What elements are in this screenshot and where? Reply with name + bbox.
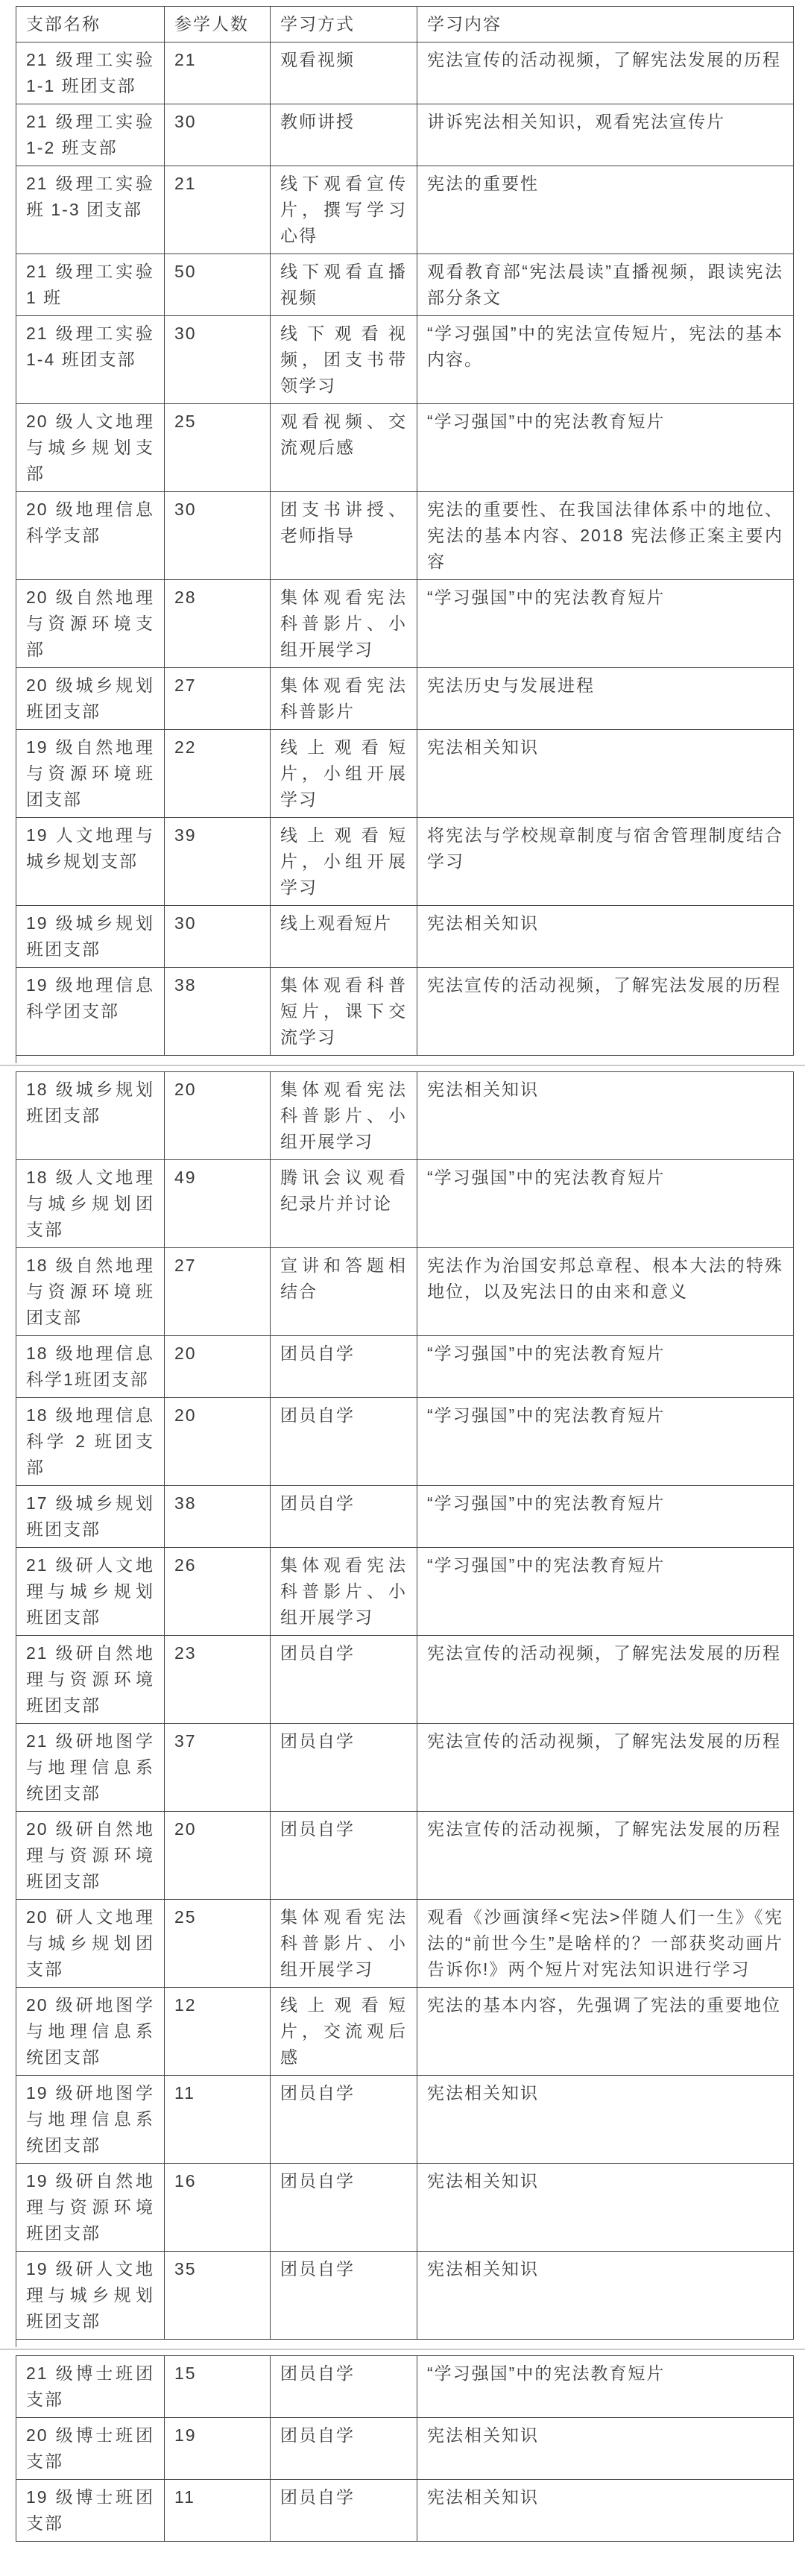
page-break-line bbox=[0, 1065, 805, 1066]
table-row bbox=[16, 668, 794, 730]
cell-study-method: 教师讲授 bbox=[271, 104, 417, 166]
table-row bbox=[16, 404, 794, 492]
table-body-page-2 bbox=[16, 1072, 794, 2340]
table-row bbox=[16, 1160, 794, 1248]
cell-study-method: 线上观看短片，小组开展学习 bbox=[271, 730, 417, 818]
cell-branch-name: 20 级研自然地理与资源环境班团支部 bbox=[16, 1812, 165, 1900]
cell-study-content: 宪法宣传的活动视频，了解宪法发展的历程 bbox=[417, 1636, 794, 1724]
table-row bbox=[16, 1636, 794, 1724]
table-row bbox=[16, 104, 794, 166]
cell-branch-name: 19 人文地理与城乡规划支部 bbox=[16, 818, 165, 906]
cell-branch-name: 20 级地理信息科学支部 bbox=[16, 492, 165, 580]
cell-branch-name: 19 级自然地理与资源环境班团支部 bbox=[16, 730, 165, 818]
cell-study-content: 宪法宣传的活动视频，了解宪法发展的历程 bbox=[417, 42, 794, 104]
cell-study-content: 宪法相关知识 bbox=[417, 2164, 794, 2252]
cell-branch-name: 18 级城乡规划班团支部 bbox=[16, 1072, 165, 1160]
cell-participant-count: 27 bbox=[165, 1248, 271, 1336]
cell-study-content: 宪法相关知识 bbox=[417, 2480, 794, 2542]
cell-study-content: “学习强国”中的宪法教育短片 bbox=[417, 1398, 794, 1486]
cell-study-method: 观看视频、交流观后感 bbox=[271, 404, 417, 492]
table-row bbox=[16, 316, 794, 404]
table-row bbox=[16, 1248, 794, 1336]
cell-study-content: “学习强国”中的宪法教育短片 bbox=[417, 1548, 794, 1636]
cell-branch-name: 21 级理工实验 1 班 bbox=[16, 254, 165, 316]
cell-study-method: 团员自学 bbox=[271, 2480, 417, 2542]
study-table-page-1 bbox=[16, 6, 794, 1056]
cell-study-content: 将宪法与学校规章制度与宿舍管理制度结合学习 bbox=[417, 818, 794, 906]
cell-participant-count: 50 bbox=[165, 254, 271, 316]
cell-participant-count: 11 bbox=[165, 2076, 271, 2164]
cell-participant-count: 21 bbox=[165, 166, 271, 254]
cell-study-method: 团员自学 bbox=[271, 1812, 417, 1900]
cell-participant-count: 16 bbox=[165, 2164, 271, 2252]
table-row bbox=[16, 1486, 794, 1548]
table-row bbox=[16, 2252, 794, 2340]
page-break-line bbox=[0, 2349, 805, 2350]
cell-study-method: 团员自学 bbox=[271, 2418, 417, 2480]
cell-study-method: 团员自学 bbox=[271, 1486, 417, 1548]
column-header-study-content: 学习内容 bbox=[417, 7, 794, 42]
study-table-page-2 bbox=[16, 1071, 794, 2340]
cell-study-content: “学习强国”中的宪法宣传短片，宪法的基本内容。 bbox=[417, 316, 794, 404]
cell-study-method: 团员自学 bbox=[271, 1336, 417, 1398]
cell-study-method: 集体观看宪法科普影片、小组开展学习 bbox=[271, 1900, 417, 1988]
cell-study-content: 宪法宣传的活动视频，了解宪法发展的历程 bbox=[417, 1724, 794, 1812]
table-row bbox=[16, 1336, 794, 1398]
table-body-page-1 bbox=[16, 42, 794, 1056]
cell-participant-count: 25 bbox=[165, 1900, 271, 1988]
cell-study-method: 团支书讲授、老师指导 bbox=[271, 492, 417, 580]
cell-branch-name: 18 级地理信息科学 2 班团支部 bbox=[16, 1398, 165, 1486]
cell-participant-count: 37 bbox=[165, 1724, 271, 1812]
cell-participant-count: 49 bbox=[165, 1160, 271, 1248]
cell-study-content: 宪法相关知识 bbox=[417, 730, 794, 818]
cell-participant-count: 15 bbox=[165, 2356, 271, 2418]
table-row bbox=[16, 1548, 794, 1636]
cell-study-content: 宪法作为治国安邦总章程、根本大法的特殊地位，以及宪法日的由来和意义 bbox=[417, 1248, 794, 1336]
table-row bbox=[16, 1900, 794, 1988]
cell-branch-name: 21 级研人文地理与城乡规划班团支部 bbox=[16, 1548, 165, 1636]
header-row bbox=[16, 7, 794, 42]
cell-branch-name: 19 级研地图学与地理信息系统团支部 bbox=[16, 2076, 165, 2164]
cell-branch-name: 18 级地理信息科学1班团支部 bbox=[16, 1336, 165, 1398]
cell-branch-name: 21 级理工实验 1-1 班团支部 bbox=[16, 42, 165, 104]
cell-study-method: 线上观看短片 bbox=[271, 906, 417, 968]
cell-study-method: 集体观看宪法科普影片、小组开展学习 bbox=[271, 580, 417, 668]
cell-branch-name: 21 级理工实验 1-2 班支部 bbox=[16, 104, 165, 166]
table-row bbox=[16, 1724, 794, 1812]
cell-study-content: 讲诉宪法相关知识，观看宪法宣传片 bbox=[417, 104, 794, 166]
cell-participant-count: 19 bbox=[165, 2418, 271, 2480]
cell-branch-name: 20 级研地图学与地理信息系统团支部 bbox=[16, 1988, 165, 2076]
cell-study-method: 线下观看直播视频 bbox=[271, 254, 417, 316]
study-table-page-3 bbox=[16, 2355, 794, 2542]
table-row bbox=[16, 1812, 794, 1900]
table-row bbox=[16, 492, 794, 580]
cell-branch-name: 18 级自然地理与资源环境班团支部 bbox=[16, 1248, 165, 1336]
cell-study-method: 团员自学 bbox=[271, 2076, 417, 2164]
cell-study-method: 腾讯会议观看纪录片并讨论 bbox=[271, 1160, 417, 1248]
table-row bbox=[16, 2418, 794, 2480]
cell-study-method: 观看视频 bbox=[271, 42, 417, 104]
cell-participant-count: 26 bbox=[165, 1548, 271, 1636]
cell-study-content: 宪法相关知识 bbox=[417, 2418, 794, 2480]
page-break-2 bbox=[16, 2340, 793, 2355]
table-row bbox=[16, 42, 794, 104]
cell-branch-name: 19 级博士班团支部 bbox=[16, 2480, 165, 2542]
table-row bbox=[16, 1398, 794, 1486]
cell-participant-count: 30 bbox=[165, 104, 271, 166]
table-row bbox=[16, 1072, 794, 1160]
cell-participant-count: 12 bbox=[165, 1988, 271, 2076]
cell-participant-count: 20 bbox=[165, 1812, 271, 1900]
cell-branch-name: 21 级博士班团支部 bbox=[16, 2356, 165, 2418]
cell-branch-name: 19 级研人文地理与城乡规划班团支部 bbox=[16, 2252, 165, 2340]
cell-branch-name: 20 级城乡规划班团支部 bbox=[16, 668, 165, 730]
cell-study-content: 观看教育部“宪法晨读”直播视频，跟读宪法部分条文 bbox=[417, 254, 794, 316]
cell-study-method: 线上观看短片，小组开展学习 bbox=[271, 818, 417, 906]
table-row bbox=[16, 1988, 794, 2076]
column-header-branch-name: 支部名称 bbox=[16, 7, 165, 42]
cell-branch-name: 20 级人文地理与城乡规划支部 bbox=[16, 404, 165, 492]
cell-participant-count: 20 bbox=[165, 1336, 271, 1398]
cell-participant-count: 28 bbox=[165, 580, 271, 668]
cell-branch-name: 20 级自然地理与资源环境支部 bbox=[16, 580, 165, 668]
table-row bbox=[16, 2480, 794, 2542]
cell-branch-name: 20 级博士班团支部 bbox=[16, 2418, 165, 2480]
cell-participant-count: 23 bbox=[165, 1636, 271, 1724]
cell-branch-name: 21 级理工实验 1-4 班团支部 bbox=[16, 316, 165, 404]
cell-participant-count: 30 bbox=[165, 906, 271, 968]
cell-study-content: “学习强国”中的宪法教育短片 bbox=[417, 1336, 794, 1398]
cell-study-method: 团员自学 bbox=[271, 1636, 417, 1724]
cell-participant-count: 27 bbox=[165, 668, 271, 730]
cell-branch-name: 21 级理工实验班 1-3 团支部 bbox=[16, 166, 165, 254]
table-row bbox=[16, 818, 794, 906]
table-row bbox=[16, 968, 794, 1056]
cell-participant-count: 21 bbox=[165, 42, 271, 104]
cell-study-content: “学习强国”中的宪法教育短片 bbox=[417, 1486, 794, 1548]
table-row bbox=[16, 730, 794, 818]
cell-study-content: “学习强国”中的宪法教育短片 bbox=[417, 2356, 794, 2418]
table-row bbox=[16, 906, 794, 968]
cell-study-method: 集体观看科普短片，课下交流学习 bbox=[271, 968, 417, 1056]
cell-study-content: 观看《沙画演绎<宪法>伴随人们一生》《宪法的“前世今生”是啥样的？一部获奖动画片告诉你!》两个短片对宪法知识进行学习 bbox=[417, 1900, 794, 1988]
cell-study-method: 线下观看宣传片，撰写学习心得 bbox=[271, 166, 417, 254]
cell-participant-count: 38 bbox=[165, 1486, 271, 1548]
cell-participant-count: 25 bbox=[165, 404, 271, 492]
cell-participant-count: 22 bbox=[165, 730, 271, 818]
cell-study-method: 集体观看宪法科普影片、小组开展学习 bbox=[271, 1548, 417, 1636]
cell-participant-count: 35 bbox=[165, 2252, 271, 2340]
cell-study-method: 团员自学 bbox=[271, 1724, 417, 1812]
cell-study-content: 宪法相关知识 bbox=[417, 1072, 794, 1160]
cell-participant-count: 30 bbox=[165, 316, 271, 404]
cell-study-content: 宪法相关知识 bbox=[417, 2252, 794, 2340]
cell-participant-count: 39 bbox=[165, 818, 271, 906]
table-row bbox=[16, 2164, 794, 2252]
cell-branch-name: 19 级地理信息科学团支部 bbox=[16, 968, 165, 1056]
cell-study-content: “学习强国”中的宪法教育短片 bbox=[417, 580, 794, 668]
cell-study-content: “学习强国”中的宪法教育短片 bbox=[417, 404, 794, 492]
cell-study-method: 团员自学 bbox=[271, 2252, 417, 2340]
page-break-1 bbox=[16, 1056, 793, 1071]
cell-study-method: 集体观看宪法科普影片 bbox=[271, 668, 417, 730]
cell-study-content: 宪法宣传的活动视频，了解宪法发展的历程 bbox=[417, 1812, 794, 1900]
cell-participant-count: 11 bbox=[165, 2480, 271, 2542]
column-header-participant-count: 参学人数 bbox=[165, 7, 271, 42]
column-header-study-method: 学习方式 bbox=[271, 7, 417, 42]
cell-study-method: 线上观看短片，交流观后感 bbox=[271, 1988, 417, 2076]
cell-study-method: 线下观看视频，团支书带领学习 bbox=[271, 316, 417, 404]
cell-study-method: 团员自学 bbox=[271, 2164, 417, 2252]
table-row bbox=[16, 166, 794, 254]
cell-branch-name: 19 级研自然地理与资源环境班团支部 bbox=[16, 2164, 165, 2252]
cell-study-content: 宪法的重要性 bbox=[417, 166, 794, 254]
cell-study-content: “学习强国”中的宪法教育短片 bbox=[417, 1160, 794, 1248]
table-row bbox=[16, 2076, 794, 2164]
cell-study-method: 团员自学 bbox=[271, 2356, 417, 2418]
cell-branch-name: 20 研人文地理与城乡规划团支部 bbox=[16, 1900, 165, 1988]
cell-participant-count: 20 bbox=[165, 1072, 271, 1160]
cell-study-method: 集体观看宪法科普影片、小组开展学习 bbox=[271, 1072, 417, 1160]
cell-study-content: 宪法相关知识 bbox=[417, 906, 794, 968]
cell-study-content: 宪法宣传的活动视频，了解宪法发展的历程 bbox=[417, 968, 794, 1056]
cell-study-content: 宪法的基本内容，先强调了宪法的重要地位 bbox=[417, 1988, 794, 2076]
cell-study-method: 团员自学 bbox=[271, 1398, 417, 1486]
table-row bbox=[16, 580, 794, 668]
cell-study-content: 宪法的重要性、在我国法律体系中的地位、宪法的基本内容、2018 宪法修正案主要内容 bbox=[417, 492, 794, 580]
cell-study-content: 宪法历史与发展进程 bbox=[417, 668, 794, 730]
cell-branch-name: 19 级城乡规划班团支部 bbox=[16, 906, 165, 968]
table-row bbox=[16, 254, 794, 316]
cell-study-method: 宣讲和答题相结合 bbox=[271, 1248, 417, 1336]
cell-branch-name: 18 级人文地理与城乡规划团支部 bbox=[16, 1160, 165, 1248]
cell-branch-name: 21 级研自然地理与资源环境班团支部 bbox=[16, 1636, 165, 1724]
cell-branch-name: 17 级城乡规划班团支部 bbox=[16, 1486, 165, 1548]
cell-branch-name: 21 级研地图学与地理信息系统团支部 bbox=[16, 1724, 165, 1812]
table-row bbox=[16, 2356, 794, 2418]
cell-participant-count: 30 bbox=[165, 492, 271, 580]
cell-participant-count: 38 bbox=[165, 968, 271, 1056]
table-body-page-3 bbox=[16, 2356, 794, 2542]
cell-participant-count: 20 bbox=[165, 1398, 271, 1486]
cell-study-content: 宪法相关知识 bbox=[417, 2076, 794, 2164]
